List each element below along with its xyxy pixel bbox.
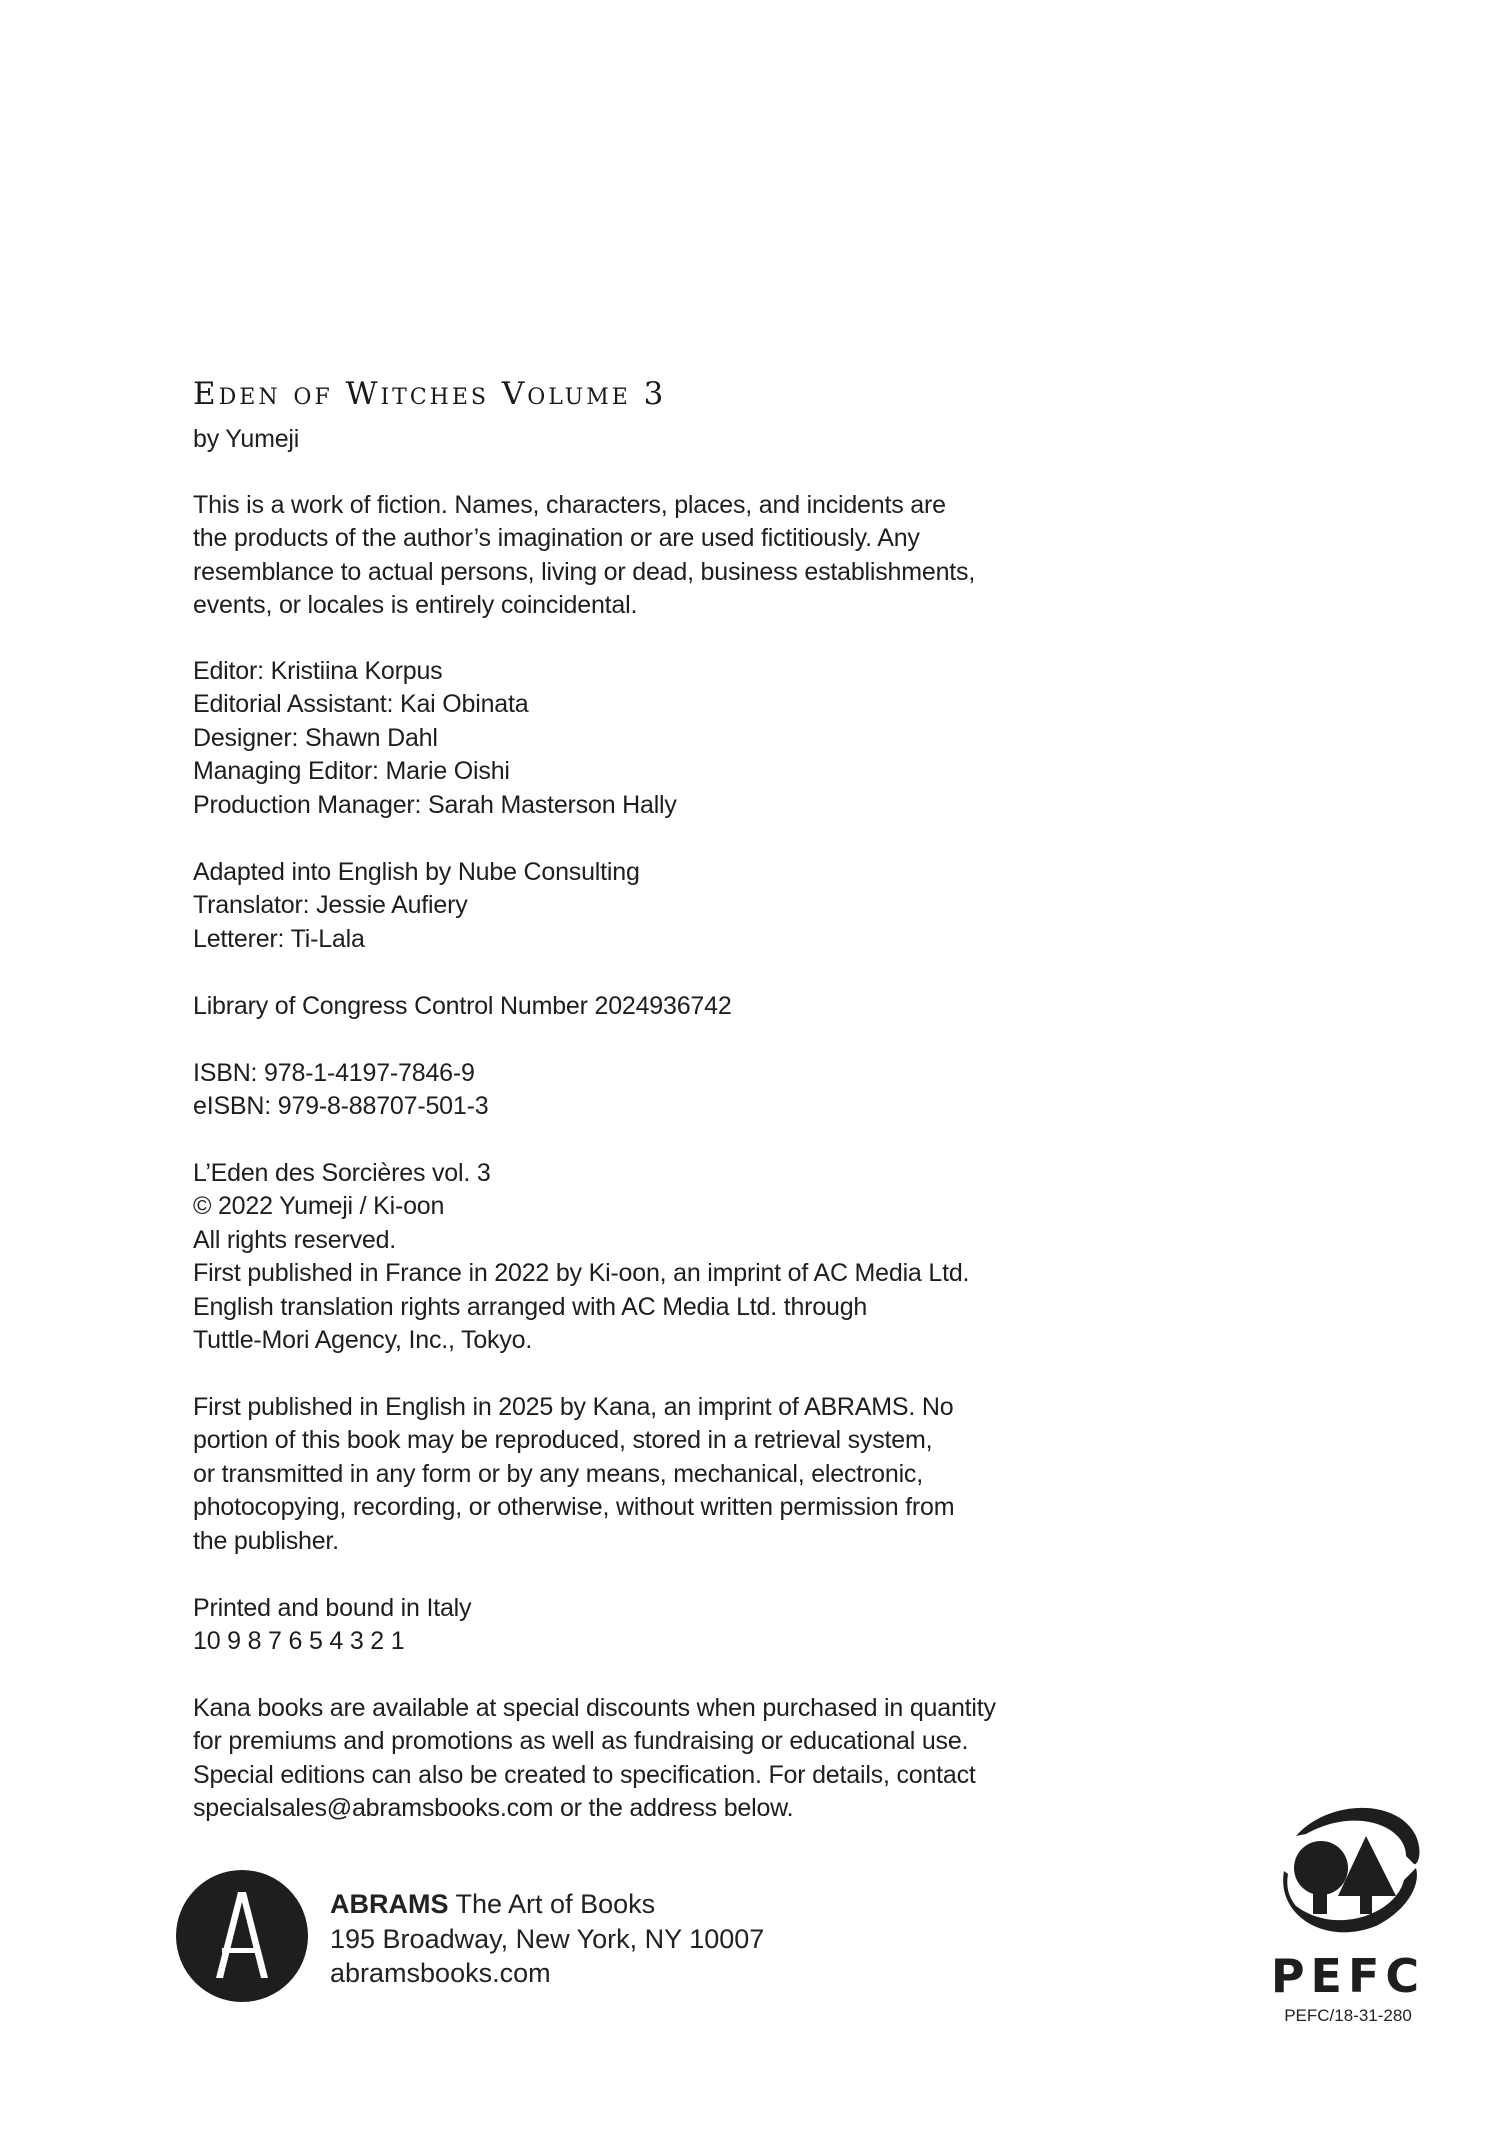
text-line: First published in France in 2022 by Ki-oon, an imprint of AC Media Ltd. <box>193 1259 970 1288</box>
isbn-block <box>193 1057 488 1124</box>
credit-line: Editorial Assistant: Kai Obinata <box>193 690 529 719</box>
text-line: portion of this book may be reproduced, stored in a retrieval system, <box>193 1426 933 1455</box>
text-line: This is a work of fiction. Names, characters, places, and incidents are <box>193 491 946 519</box>
book-title: Eden of Witches Volume 3 <box>193 376 667 412</box>
credit-line: Designer: Shawn Dahl <box>193 723 438 752</box>
adaptation-credits <box>193 856 640 956</box>
staff-credits <box>193 655 677 822</box>
text-line: English translation rights arranged with AC Media Ltd. through <box>193 1292 868 1321</box>
publisher-tagline: The Art of Books <box>455 1889 656 1919</box>
text-line: Kana books are available at special discounts when purchased in quantity <box>193 1694 996 1722</box>
eisbn: eISBN: 979-8-88707-501-3 <box>193 1092 489 1121</box>
text-line: or transmitted in any form or by any means, mechanical, electronic, <box>193 1459 923 1488</box>
author: by Yumeji <box>193 425 300 453</box>
text-line: the publisher. <box>193 1526 339 1555</box>
text-line: Tuttle-Mori Agency, Inc., Tokyo. <box>193 1326 533 1355</box>
printing-info <box>193 1592 471 1659</box>
abrams-logo-icon <box>176 1870 308 2002</box>
loc-text: Library of Congress Control Number 2024936742 <box>193 992 732 1020</box>
pefc-wordmark: PEFC <box>1270 1949 1426 2003</box>
credit-line: Production Manager: Sarah Masterson Hally <box>193 790 677 819</box>
publisher-address: 195 Broadway, New York, NY 10007 <box>330 1923 765 1954</box>
loc-number <box>193 990 732 1023</box>
text-line: events, or locales is entirely coincidental. <box>193 591 638 620</box>
text-line: photocopying, recording, or otherwise, without written permission from <box>193 1493 955 1522</box>
credit-line: Editor: Kristiina Korpus <box>193 657 443 685</box>
pefc-logo-icon <box>1266 1796 1426 1946</box>
print-line: 10 9 8 7 6 5 4 3 2 1 <box>193 1627 405 1656</box>
special-sales <box>193 1692 996 1826</box>
text-line: L’Eden des Sorcières vol. 3 <box>193 1159 491 1187</box>
text-line: First published in English in 2025 by Kana, an imprint of ABRAMS. No <box>193 1393 954 1421</box>
credit-line: Letterer: Ti-Lala <box>193 924 365 953</box>
text-line: All rights reserved. <box>193 1225 397 1254</box>
text-line: © 2022 Yumeji / Ki-oon <box>193 1192 445 1221</box>
credit-line: Translator: Jessie Aufiery <box>193 891 468 920</box>
text-line: Special editions can also be created to specification. For details, contact <box>193 1760 976 1789</box>
text-line: resemblance to actual persons, living or dead, business establishments, <box>193 557 976 586</box>
printed-in: Printed and bound in Italy <box>193 1594 472 1622</box>
disclaimer <box>193 489 975 623</box>
credit-line: Managing Editor: Marie Oishi <box>193 757 510 786</box>
publisher-name: ABRAMS <box>330 1889 449 1919</box>
english-rights <box>193 1391 954 1558</box>
text-line: for premiums and promotions as well as fundraising or educational use. <box>193 1727 969 1756</box>
text-line: specialsales@abramsbooks.com or the address below. <box>193 1794 794 1823</box>
publisher-website: abramsbooks.com <box>330 1958 551 1988</box>
original-edition <box>193 1157 969 1357</box>
credit-line: Adapted into English by Nube Consulting <box>193 858 640 886</box>
isbn: ISBN: 978-1-4197-7846-9 <box>193 1059 475 1087</box>
pefc-code: PEFC/18-31-280 <box>1284 2006 1412 2025</box>
text-line: the products of the author’s imagination or are used fictitiously. Any <box>193 524 920 553</box>
publisher-info <box>330 1887 764 1991</box>
author-line <box>193 423 299 456</box>
